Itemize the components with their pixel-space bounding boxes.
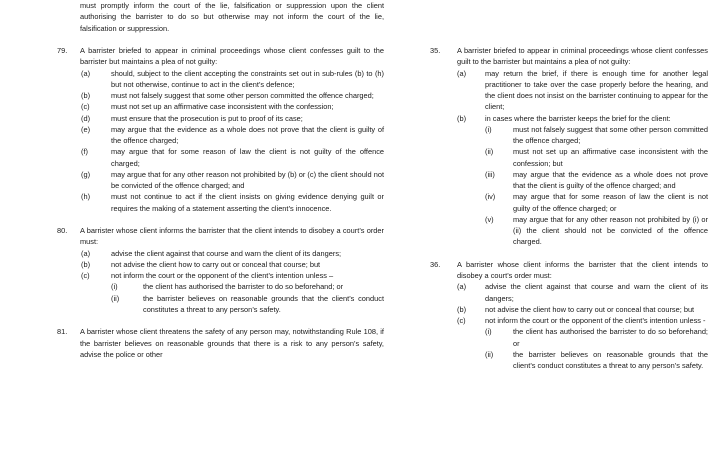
item-marker: (b) (81, 91, 91, 100)
item-marker: (d) (81, 113, 91, 123)
item-marker: (f) (81, 147, 88, 157)
rule-35 (430, 45, 708, 248)
item-marker: (a) (457, 282, 467, 292)
rule-item (457, 113, 708, 124)
item-text: may return the brief, if there is enough time for another legal practitioner to take over the case properly before the hearing, and the client does not insist on the barrister continuing to appear for the client; (485, 68, 708, 112)
item-marker: (a) (81, 248, 91, 258)
subitem-marker: (ii) (485, 349, 494, 359)
item-text: may argue that the evidence as a whole does not prove that the client is guilty of the offence charged; (111, 124, 384, 145)
left-column (57, 0, 384, 360)
right-column (430, 0, 708, 371)
item-marker: (g) (81, 169, 91, 179)
subitem-marker: (iii) (485, 169, 495, 179)
item-marker: (a) (457, 68, 467, 78)
rule-subitem (485, 326, 708, 349)
subitem-text: may argue that for some reason of law the client is not guilty of the offence charged; or (513, 192, 708, 213)
continued-paragraph-text: must promptly inform the court of the lie, falsification or suppression upon the client authorising the barrister to do so but otherwise may not inform the court of the lie, falsification or suppression. (80, 1, 384, 33)
rule-subitem (485, 124, 708, 147)
rule-subitem (111, 281, 384, 292)
item-marker: (a) (81, 68, 91, 78)
rule-item (81, 270, 384, 281)
rule-number: 81. (57, 327, 68, 337)
rule-36 (430, 259, 708, 372)
item-text: advise the client against that course and warn the client of its dangers; (485, 282, 708, 303)
rule-subitem (485, 169, 708, 192)
subitem-marker: (ii) (111, 293, 120, 303)
item-text: in cases where the barrister keeps the brief for the client: (485, 113, 671, 123)
subitem-marker: (v) (485, 214, 494, 224)
item-text: must not continue to act if the client insists on giving evidence denying guilt or requires the making of a statement asserting the client’s innocence. (111, 192, 384, 213)
subitem-text: must not set up an affirmative case inconsistent with the confession; but (513, 147, 708, 168)
rule-item (457, 315, 708, 326)
item-text: advise the client against that course and warn the client of its dangers; (111, 248, 342, 258)
item-text: may argue that for any other reason not prohibited by (b) or (c) the client should not be convicted of the offence charged; and (111, 169, 384, 190)
rule-number: 79. (57, 46, 68, 55)
rule-item (81, 68, 384, 91)
rule-lead-text: A barrister briefed to appear in criminal proceedings whose client confesses guilt to the barrister but maintains a plea of not guilty: (80, 46, 384, 67)
rule-item (81, 146, 384, 169)
rule-subitem (485, 349, 708, 372)
rule-item (81, 259, 384, 270)
rule-item (81, 124, 384, 147)
item-text: not advise the client how to carry out or conceal that course; but (111, 259, 321, 269)
rule-item (457, 281, 708, 304)
item-text: not inform the court or the opponent of the client’s intention unless – (111, 271, 334, 280)
item-marker: (b) (457, 113, 467, 123)
subitem-text: may argue that the evidence as a whole does not prove that the client is guilty of the offence charged; and (513, 169, 708, 190)
item-text: must not falsely suggest that some other person committed the offence charged; (111, 91, 374, 100)
rule-item (81, 169, 384, 192)
subitem-text: the client has authorised the barrister to do so beforehand; or (143, 282, 344, 292)
rule-lead-text: A barrister whose client informs the barrister that the client intends to disobey a court’s order must: (457, 259, 708, 280)
left-continued-paragraph (57, 0, 384, 34)
rule-subitem (485, 214, 708, 248)
item-marker: (c) (81, 102, 90, 112)
item-text: must ensure that the prosecution is put to proof of its case; (111, 113, 303, 123)
rule-item (81, 113, 384, 124)
rule-80 (57, 225, 384, 315)
rule-item (457, 304, 708, 315)
rule-subitem (485, 191, 708, 214)
rule-lead-text: A barrister briefed to appear in criminal proceedings whose client confesses guilt to the barrister but maintains a plea of not guilty: (457, 46, 708, 67)
rule-lead-text: A barrister whose client threatens the safety of any person may, notwithstanding Rule 108, if the barrister believes on reasonable grounds that there is a risk to any person’s safety, advise the police or other (80, 327, 384, 359)
item-marker: (e) (81, 124, 91, 134)
item-text: must not set up an affirmative case inconsistent with the confession; (111, 102, 334, 112)
subitem-text: must not falsely suggest that some other person committed the offence charged; (513, 124, 708, 145)
rule-subitem (111, 293, 384, 316)
rule-number: 35. (430, 46, 441, 55)
subitem-text: the barrister believes on reasonable grounds that the client’s conduct constitutes a threat to any person’s safety. (143, 293, 384, 314)
rule-lead-text: A barrister whose client informs the barrister that the client intends to disobey a court’s order must: (80, 226, 384, 247)
rule-item (457, 68, 708, 113)
item-text: not advise the client how to carry out or conceal that course; but (485, 304, 695, 314)
rule-item (81, 101, 384, 112)
item-marker: (h) (81, 192, 91, 202)
subitem-marker: (i) (111, 282, 118, 292)
item-text: not inform the court or the opponent of the client’s intention unless - (485, 316, 706, 325)
item-marker: (c) (81, 271, 90, 280)
rule-number: 36. (430, 259, 441, 269)
item-text: should, subject to the client accepting the constraints set out in sub-rules (b) to (h) but not otherwise, continue to act in the client’s defence; (111, 68, 384, 89)
rule-item (81, 191, 384, 214)
item-marker: (b) (81, 259, 91, 269)
rule-81 (57, 326, 384, 360)
rule-79 (57, 45, 384, 214)
item-text: may argue that for some reason of law the client is not guilty of the offence charged; (111, 147, 384, 168)
rule-number: 80. (57, 226, 68, 235)
rule-item (81, 90, 384, 101)
item-marker: (c) (457, 316, 466, 325)
subitem-marker: (iv) (485, 192, 496, 202)
item-marker: (b) (457, 304, 467, 314)
subitem-marker: (i) (485, 327, 492, 337)
subitem-text: the client has authorised the barrister to do so beforehand; or (513, 327, 708, 348)
subitem-marker: (ii) (485, 147, 494, 157)
subitem-marker: (i) (485, 124, 492, 134)
rule-item (81, 248, 384, 259)
subitem-text: the barrister believes on reasonable grounds that the client’s conduct constitutes a threat to any person’s safety. (513, 349, 708, 370)
rule-subitem (485, 146, 708, 169)
subitem-text: may argue that for any other reason not prohibited by (i) or (ii) the client should not be convicted of the offence charged. (513, 214, 708, 247)
